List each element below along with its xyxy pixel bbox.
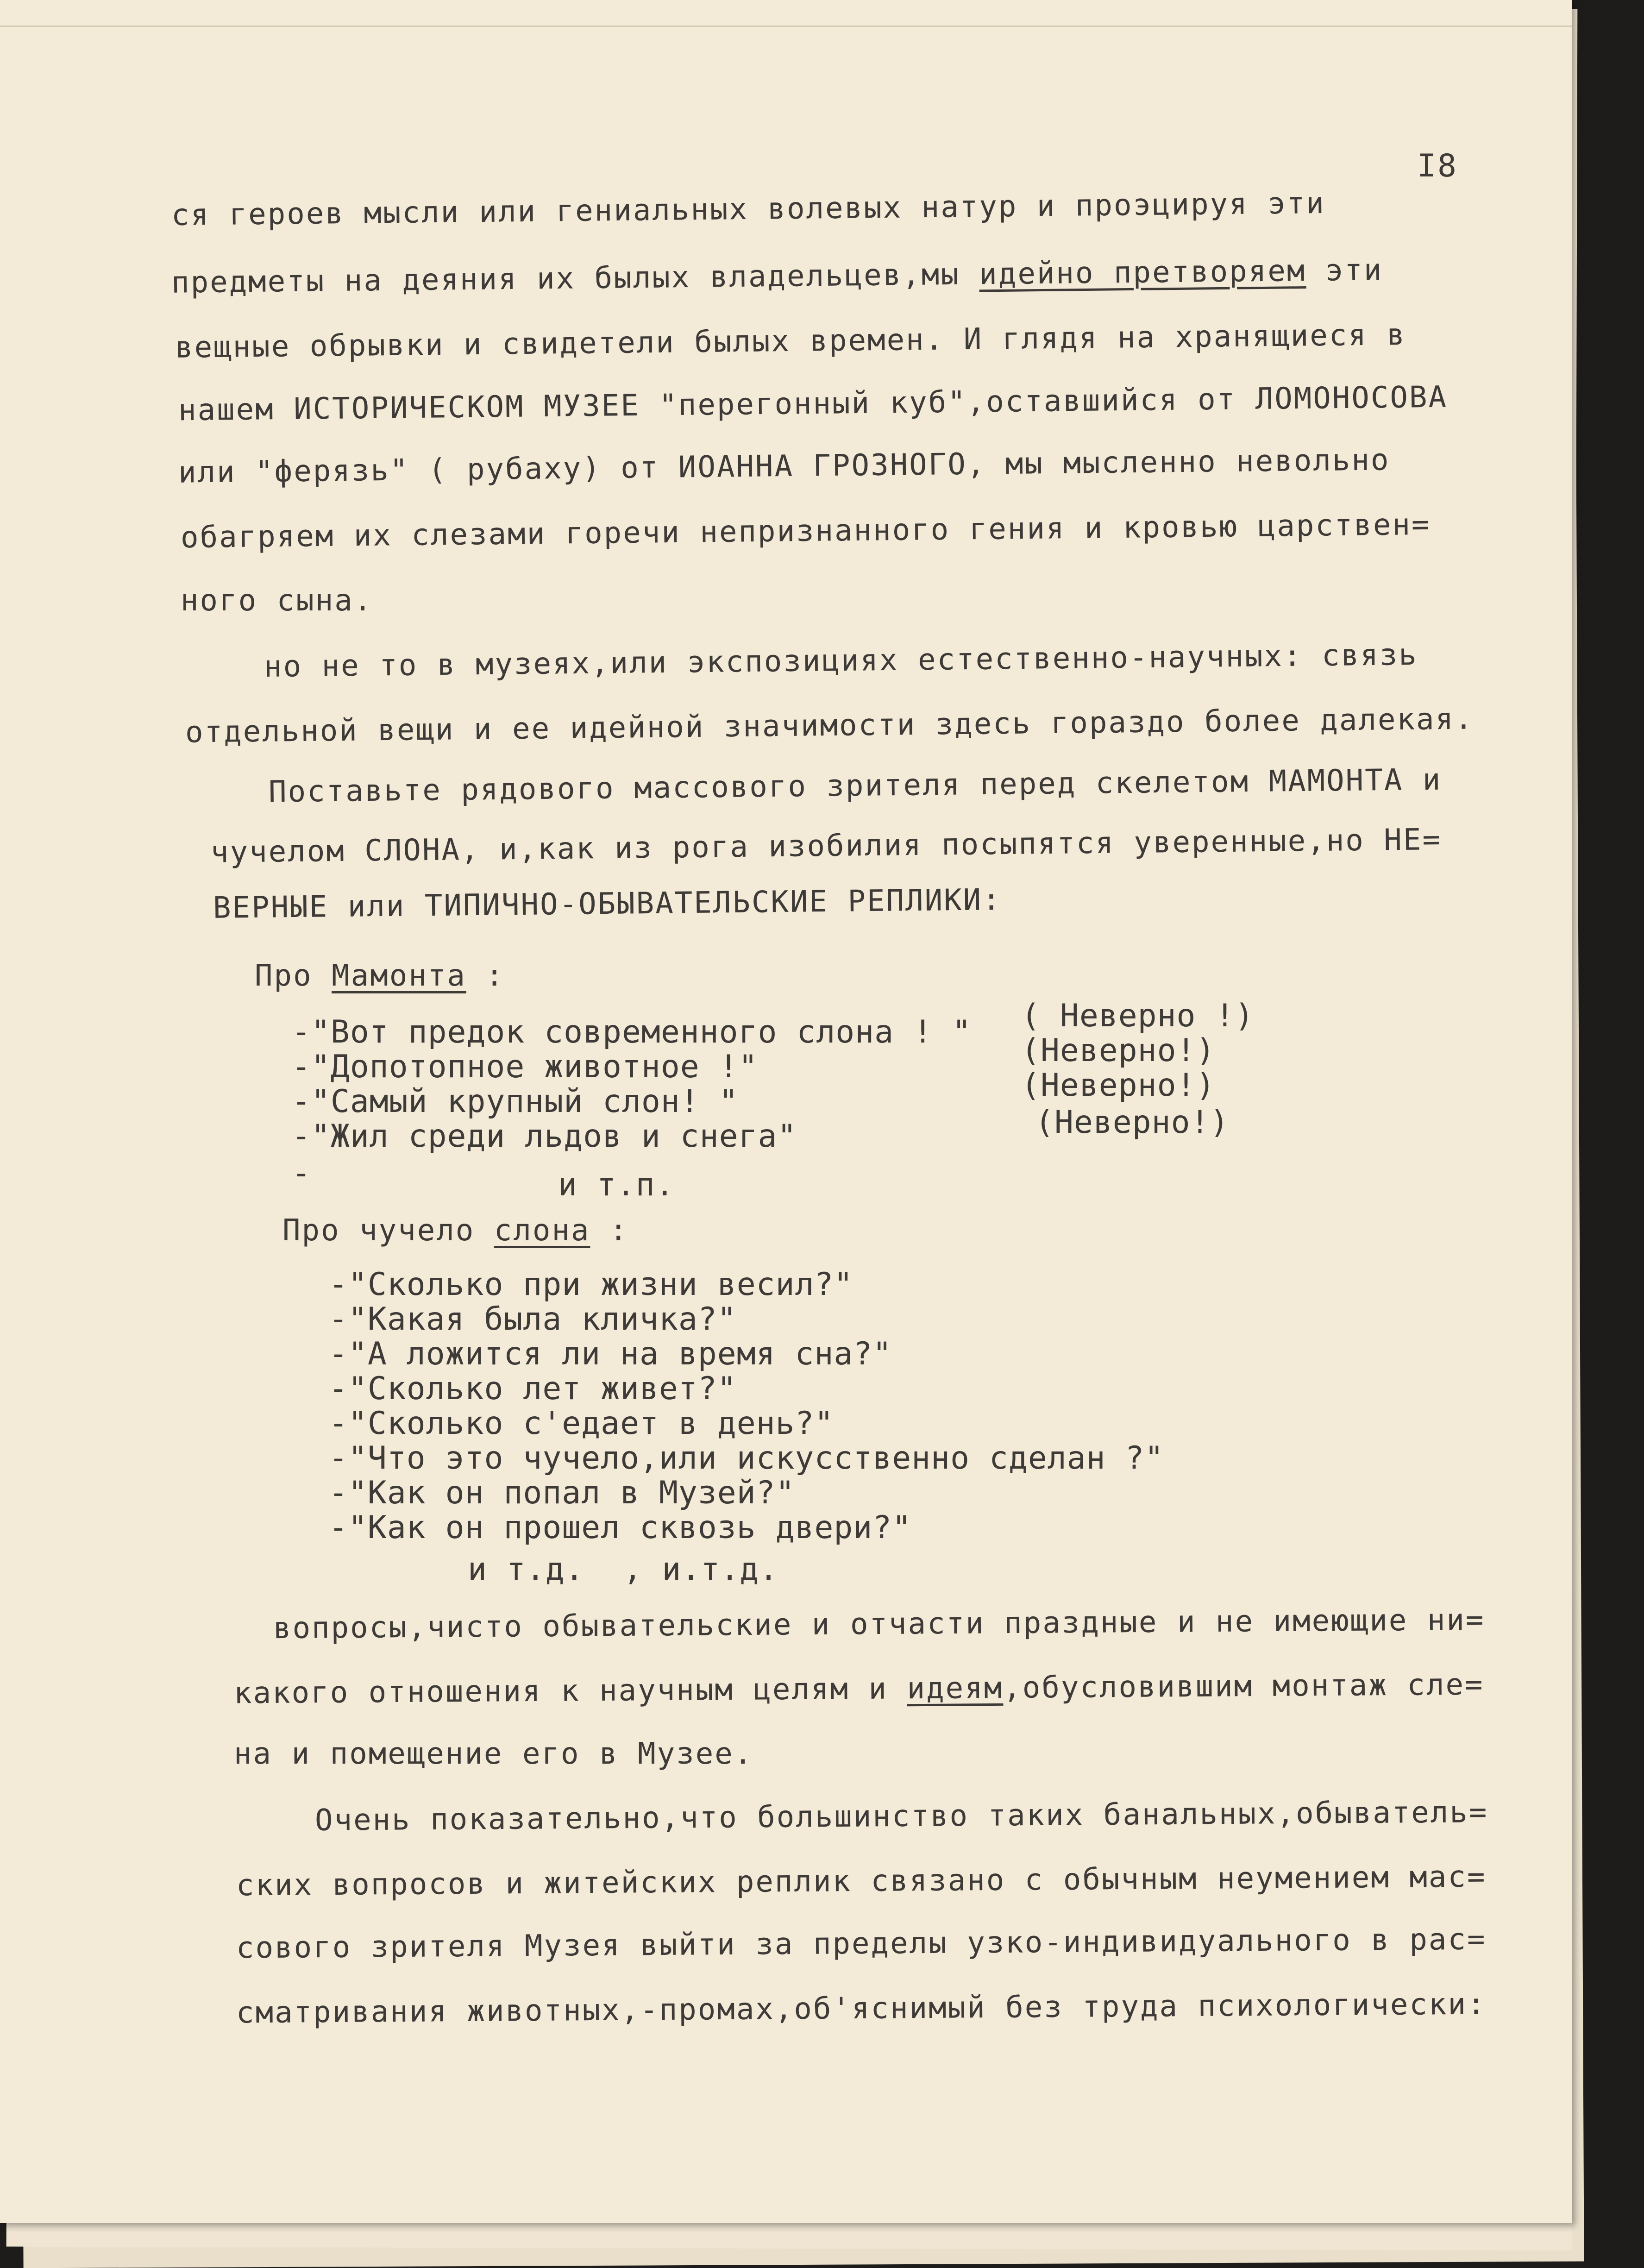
elephant-heading: Про чучело слона : [282, 1213, 629, 1248]
text-line: какого отношения к научным целям и идеям,обусловившим монтаж сле= [233, 1667, 1484, 1711]
list-item: -"Допотопное животное !" [292, 1049, 758, 1085]
text-line: Очень показательно,что большинство таких банальных,обыватель= [314, 1795, 1488, 1838]
text-line: сового зрителя Музея выйти за пределы узко-индивидуального в рас= [236, 1922, 1487, 1966]
list-item: -"Какая была кличка?" [329, 1301, 737, 1338]
text-line: ного сына. [181, 584, 373, 618]
list-item: -"А ложится ли на время сна?" [329, 1336, 892, 1372]
text-line: но не то в музеях,или экспозициях естественно-научных: связь [264, 637, 1418, 685]
text-line: нашем ИСТОРИЧЕСКОМ МУЗЕЕ "перегонный куб",оставшийся от ЛОМОНОСОВА [178, 380, 1448, 428]
list-item: -"Как он попал в Музей?" [329, 1475, 795, 1511]
list-item: -"Сколько лет живет?" [329, 1370, 737, 1407]
verdict-label: (Неверно!) [1021, 1067, 1216, 1104]
text-line: вещные обрывки и свидетели былых времен. И глядя на хранящиеся в [175, 318, 1406, 365]
verdict-label: (Неверно!) [1035, 1104, 1230, 1141]
mammoth-heading: Про Мамонта : [255, 959, 505, 993]
etc-text: и т.п. [558, 1167, 675, 1203]
list-item: - [292, 1155, 311, 1192]
list-item: -"Вот предок современного слона ! " [292, 1014, 972, 1050]
underlined-phrase: идейно претворяем [979, 254, 1306, 292]
paper-fold-line [0, 25, 1572, 27]
list-item: -"Сколько с'едает в день?" [329, 1405, 834, 1442]
text-line: Поставьте рядового массового зрителя перед скелетом МАМОНТА и [268, 762, 1442, 810]
etc-text: и т.д. , и.т.д. [468, 1551, 779, 1588]
page-number: I8 [1417, 148, 1458, 184]
text-line: отдельной вещи и ее идейной значимости здесь гораздо более далекая. [185, 702, 1474, 750]
list-item: -"Как он прошел сквозь двери?" [329, 1509, 912, 1546]
underlined-word: слона [494, 1213, 590, 1248]
underlined-word: Мамонта [332, 959, 466, 993]
underlined-word: идеям [907, 1671, 1004, 1706]
verdict-label: ( Неверно !) [1021, 998, 1255, 1034]
list-item: -"Сколько при жизни весил?" [329, 1266, 853, 1303]
text-line: ских вопросов и житейских реплик связано с обычным неумением мас= [236, 1860, 1487, 1903]
text-line: предметы на деяния их былых владельцев,мы идейно претворяем эти [171, 253, 1383, 300]
text-line: ся героев мысли или гениальных волевых натур и проэцируя эти [171, 186, 1326, 233]
list-item: -"Самый крупный слон! " [292, 1083, 739, 1120]
text-line: вопросы,чисто обывательские и отчасти праздные и не имеющие ни= [273, 1602, 1485, 1646]
text-line: чучелом СЛОНА, и,как из рога изобилия посыпятся уверенные,но НЕ= [210, 823, 1442, 870]
list-item: -"Жил среди льдов и снега" [292, 1118, 797, 1155]
text-line: ВЕРНЫЕ или ТИПИЧНО-ОБЫВАТЕЛЬСКИЕ РЕПЛИКИ: [213, 883, 1002, 925]
text-line: на и помещение его в Музее. [234, 1737, 753, 1771]
text-line: или "ферязь" ( рубаху) от ИОАННА ГРОЗНОГО, мы мысленно невольно [178, 443, 1390, 490]
text-line: сматривания животных,-промах,об'яснимый без труда психологически: [236, 1987, 1487, 2030]
text-line: обагряем их слезами горечи непризнанного гения и кровью царствен= [180, 507, 1431, 555]
list-item: -"Что это чучело,или искусственно сделан ?" [329, 1440, 1164, 1476]
verdict-label: (Неверно!) [1021, 1032, 1216, 1069]
